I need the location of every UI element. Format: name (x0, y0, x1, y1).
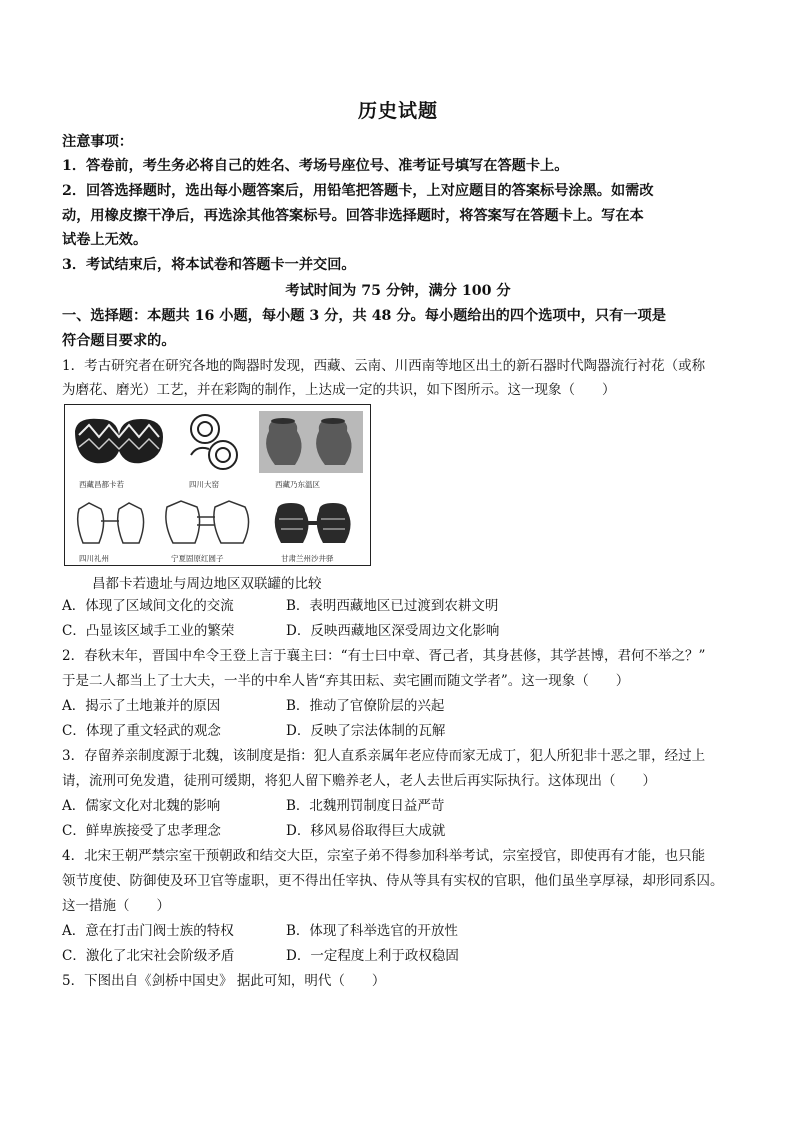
section-heading-cont: 符合题目要求的。 (62, 333, 176, 349)
q2-stem-line1: 2．春秋末年，晋国中牟令王登上言于襄主曰：“有士曰中章、胥己者，其身甚修，其学甚博，君何不举之？” (62, 648, 706, 664)
pottery-image-lizhou (73, 499, 149, 547)
q4-option-c: C．激化了北宋社会阶级矛盾 (62, 948, 235, 964)
q2-stem-line2: 于是二人都当上了士大夫，一半的中牟人皆“弃其田耘、卖宅圃而随文学者”。这一现象（ ） (62, 673, 630, 689)
q4-option-b: B．体现了科举选官的开放性 (286, 923, 458, 939)
figure-caption: 昌都卡若遗址与周边地区双联罐的比较 (92, 576, 322, 592)
section-heading: 一、选择题：本题共 16 小题，每小题 3 分，共 48 分。每小题给出的四个选项中，只有一项是 (62, 308, 666, 324)
q3-option-a: A．儒家文化对北魏的影响 (62, 798, 221, 814)
q1-option-c: C．凸显该区域手工业的繁荣 (62, 623, 235, 639)
q2-option-c: C．体现了重文轻武的观念 (62, 723, 221, 739)
q3-stem-line2: 请，流刑可免发遣，徒刑可缓期，将犯人留下赡养老人，老人去世后再实际执行。这体现出（ ） (62, 773, 656, 789)
label-dayao: 四川大窑 (189, 480, 219, 489)
q4-stem-line1: 4．北宋王朝严禁宗室干预朝政和结交大臣，宗室子弟不得参加科举考试，宗室授官，即使再有才能，也只能 (62, 848, 706, 864)
q2-option-d: D．反映了宗法体制的瓦解 (286, 723, 446, 739)
notice-item-2-end: 试卷上无效。 (62, 232, 148, 248)
pottery-image-hongyuanzi (163, 497, 255, 547)
label-lizhou: 四川礼州 (79, 554, 109, 563)
label-naidong: 西藏乃东温区 (275, 480, 320, 489)
exam-time: 考试时间为 75 分钟，满分 100 分 (285, 283, 511, 299)
q3-stem-line1: 3．存留养亲制度源于北魏，该制度是指：犯人直系亲属年老应侍而家无成丁，犯人所犯非十恶之罪，经过上 (62, 748, 706, 764)
q4-option-a: A．意在打击门阀士族的特权 (62, 923, 234, 939)
notice-item-2: 2．回答选择题时，选出每小题答案后，用铅笔把答题卡，上对应题目的答案标号涂黑。如需改 (62, 183, 654, 199)
q1-option-a: A．体现了区域间文化的交流 (62, 598, 234, 614)
q4-stem-line3: 这一措施（ ） (62, 898, 170, 914)
q4-option-d: D．一定程度上利于政权稳固 (286, 948, 459, 964)
q1-stem-line1: 1．考古研究者在研究各地的陶器时发现，西藏、云南、川西南等地区出土的新石器时代陶器流行衬花（或称 (62, 358, 706, 374)
q2-option-a: A．揭示了土地兼并的原因 (62, 698, 221, 714)
q1-stem-line2: 为磨花、磨光）工艺，并在彩陶的制作，上达成一定的共识，如下图所示。这一现象（ ） (62, 382, 616, 398)
label-shajingyi: 甘肃兰州沙井驿 (281, 554, 334, 563)
q2-option-b: B．推动了官僚阶层的兴起 (286, 698, 445, 714)
pottery-image-shajingyi (273, 499, 353, 547)
notice-heading: 注意事项： (62, 134, 133, 150)
q3-option-b: B．北魏刑罚制度日益严苛 (286, 798, 445, 814)
q1-option-d: D．反映西藏地区深受周边文化影响 (286, 623, 500, 639)
label-karuo: 西藏昌都卡若 (79, 480, 124, 489)
q3-option-d: D．移风易俗取得巨大成就 (286, 823, 446, 839)
pottery-image-dayao (183, 411, 245, 473)
notice-item-1: 1．答卷前，考生务必将自己的姓名、考场号座位号、准考证号填写在答题卡上。 (62, 158, 569, 174)
notice-item-3: 3．考试结束后，将本试卷和答题卡一并交回。 (62, 257, 356, 273)
notice-item-2-cont: 动，用橡皮擦干净后，再选涂其他答案标号。回答非选择题时，将答案写在答题卡上。写在本 (62, 208, 644, 224)
q5-stem-line1: 5．下图出自《剑桥中国史》 据此可知，明代（ ） (62, 973, 386, 989)
q1-option-b: B．表明西藏地区已过渡到农耕文明 (286, 598, 499, 614)
page-title: 历史试题 (357, 100, 438, 122)
pottery-image-naidong (259, 411, 363, 473)
pottery-image-karuo (69, 411, 169, 473)
label-hongyuanzi: 宁夏固原红圆子 (171, 554, 224, 563)
pottery-figure (64, 404, 371, 566)
q3-option-c: C．鲜卑族接受了忠孝理念 (62, 823, 221, 839)
q4-stem-line2: 领节度使、防御使及环卫官等虚职，更不得出任宰执、侍从等具有实权的官职，他们虽坐享厚禄，却形同系囚。 (62, 873, 724, 889)
